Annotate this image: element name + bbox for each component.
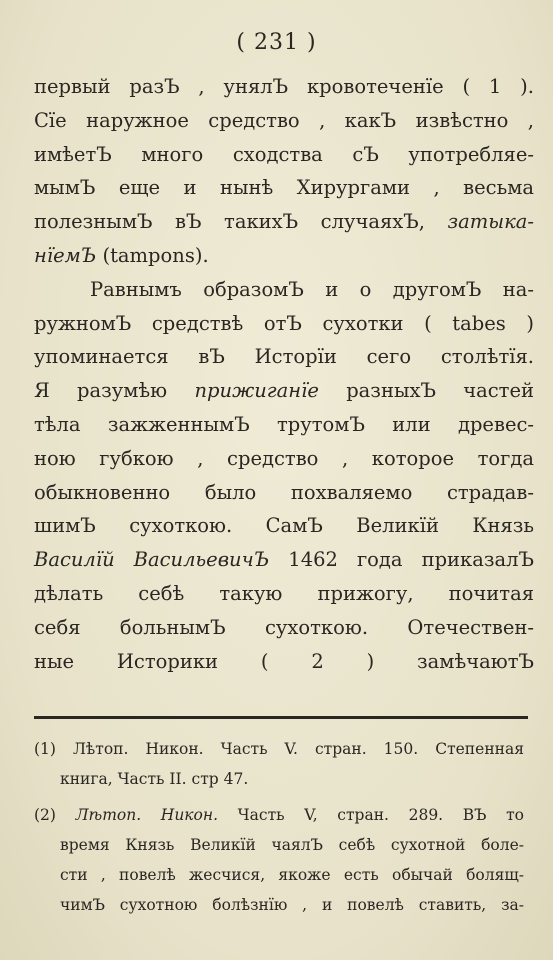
text-line: ружномЪ средствѣ отЪ сухотки ( tabes )	[34, 311, 534, 335]
italic-term: затыка-	[447, 210, 534, 234]
text-line: ные Историки ( 2 ) замѣчаютЪ	[34, 649, 534, 673]
text-line: упоминается вЪ Исторїи сего столѣтїя.	[34, 345, 534, 369]
text-line: мымЪ еще и нынѣ Хирургами , весьма	[34, 176, 534, 200]
footnote-divider	[34, 716, 528, 719]
footnote-line: (1) Лѣтоп. Никон. Часть V. стран. 150. Степенная	[34, 740, 524, 758]
footnote-marker: (2)	[34, 806, 56, 824]
text-line: Равнымъ образомЪ и о другомЪ на-	[90, 277, 534, 301]
text-fragment: Часть V, стран. 289. ВЪ то	[237, 806, 524, 824]
text-line: обыкновенно было похваляемо страдав-	[34, 480, 534, 504]
text-fragment: Я разумѣю	[34, 379, 168, 403]
italic-term: Василїй ВасильевичЪ	[34, 548, 270, 572]
footnote-line: сти , повелѣ жесчися, якоже есть обычай болящ-	[60, 866, 524, 884]
footnotes	[34, 734, 524, 920]
footnote-line: чимЪ сухотною болѣзнїю , и повелѣ ставить, за-	[60, 896, 524, 914]
text-fragment: (tampons).	[102, 243, 209, 267]
text-fragment: 1462 года приказалЪ	[288, 548, 535, 572]
text-line: шимЪ сухоткою. СамЪ Великїй Князь	[34, 514, 534, 538]
text-line: тѣла зажженнымЪ трутомЪ или древес-	[34, 412, 534, 436]
footnote-line: книга, Часть II. стр 47.	[60, 770, 249, 788]
text-fragment: разныхЪ частей	[346, 379, 535, 403]
text-line: ною губкою , средство , которое тогда	[34, 446, 534, 470]
text-line: себя больнымЪ сухоткою. Отечествен-	[34, 615, 534, 639]
main-text	[34, 70, 534, 678]
italic-term: нїемЪ	[34, 243, 97, 267]
text-line	[34, 374, 534, 408]
footnote-source: Лѣтоп. Никон.	[75, 806, 219, 824]
text-line	[34, 205, 534, 239]
text-line: первый разЪ , унялЪ кровотеченїе ( 1 ).	[34, 75, 534, 98]
text-line	[34, 543, 534, 577]
text-line: дѣлать себѣ такую прижогу, почитая	[34, 581, 534, 605]
footnote-line	[34, 800, 524, 830]
text-line	[34, 239, 534, 273]
text-fragment: полезнымЪ вЪ такихЪ случаяхЪ,	[34, 210, 425, 234]
italic-term: прижиганїе	[194, 379, 319, 403]
text-line: Сїе наружное средство , какЪ извѣстно ,	[34, 108, 534, 132]
footnote-line: время Князь Великїй чаялЪ себѣ сухотной боле-	[60, 836, 524, 854]
text-line: имѣетЪ много сходства сЪ употребляе-	[34, 142, 534, 166]
page-number: ( 231 )	[236, 30, 317, 55]
